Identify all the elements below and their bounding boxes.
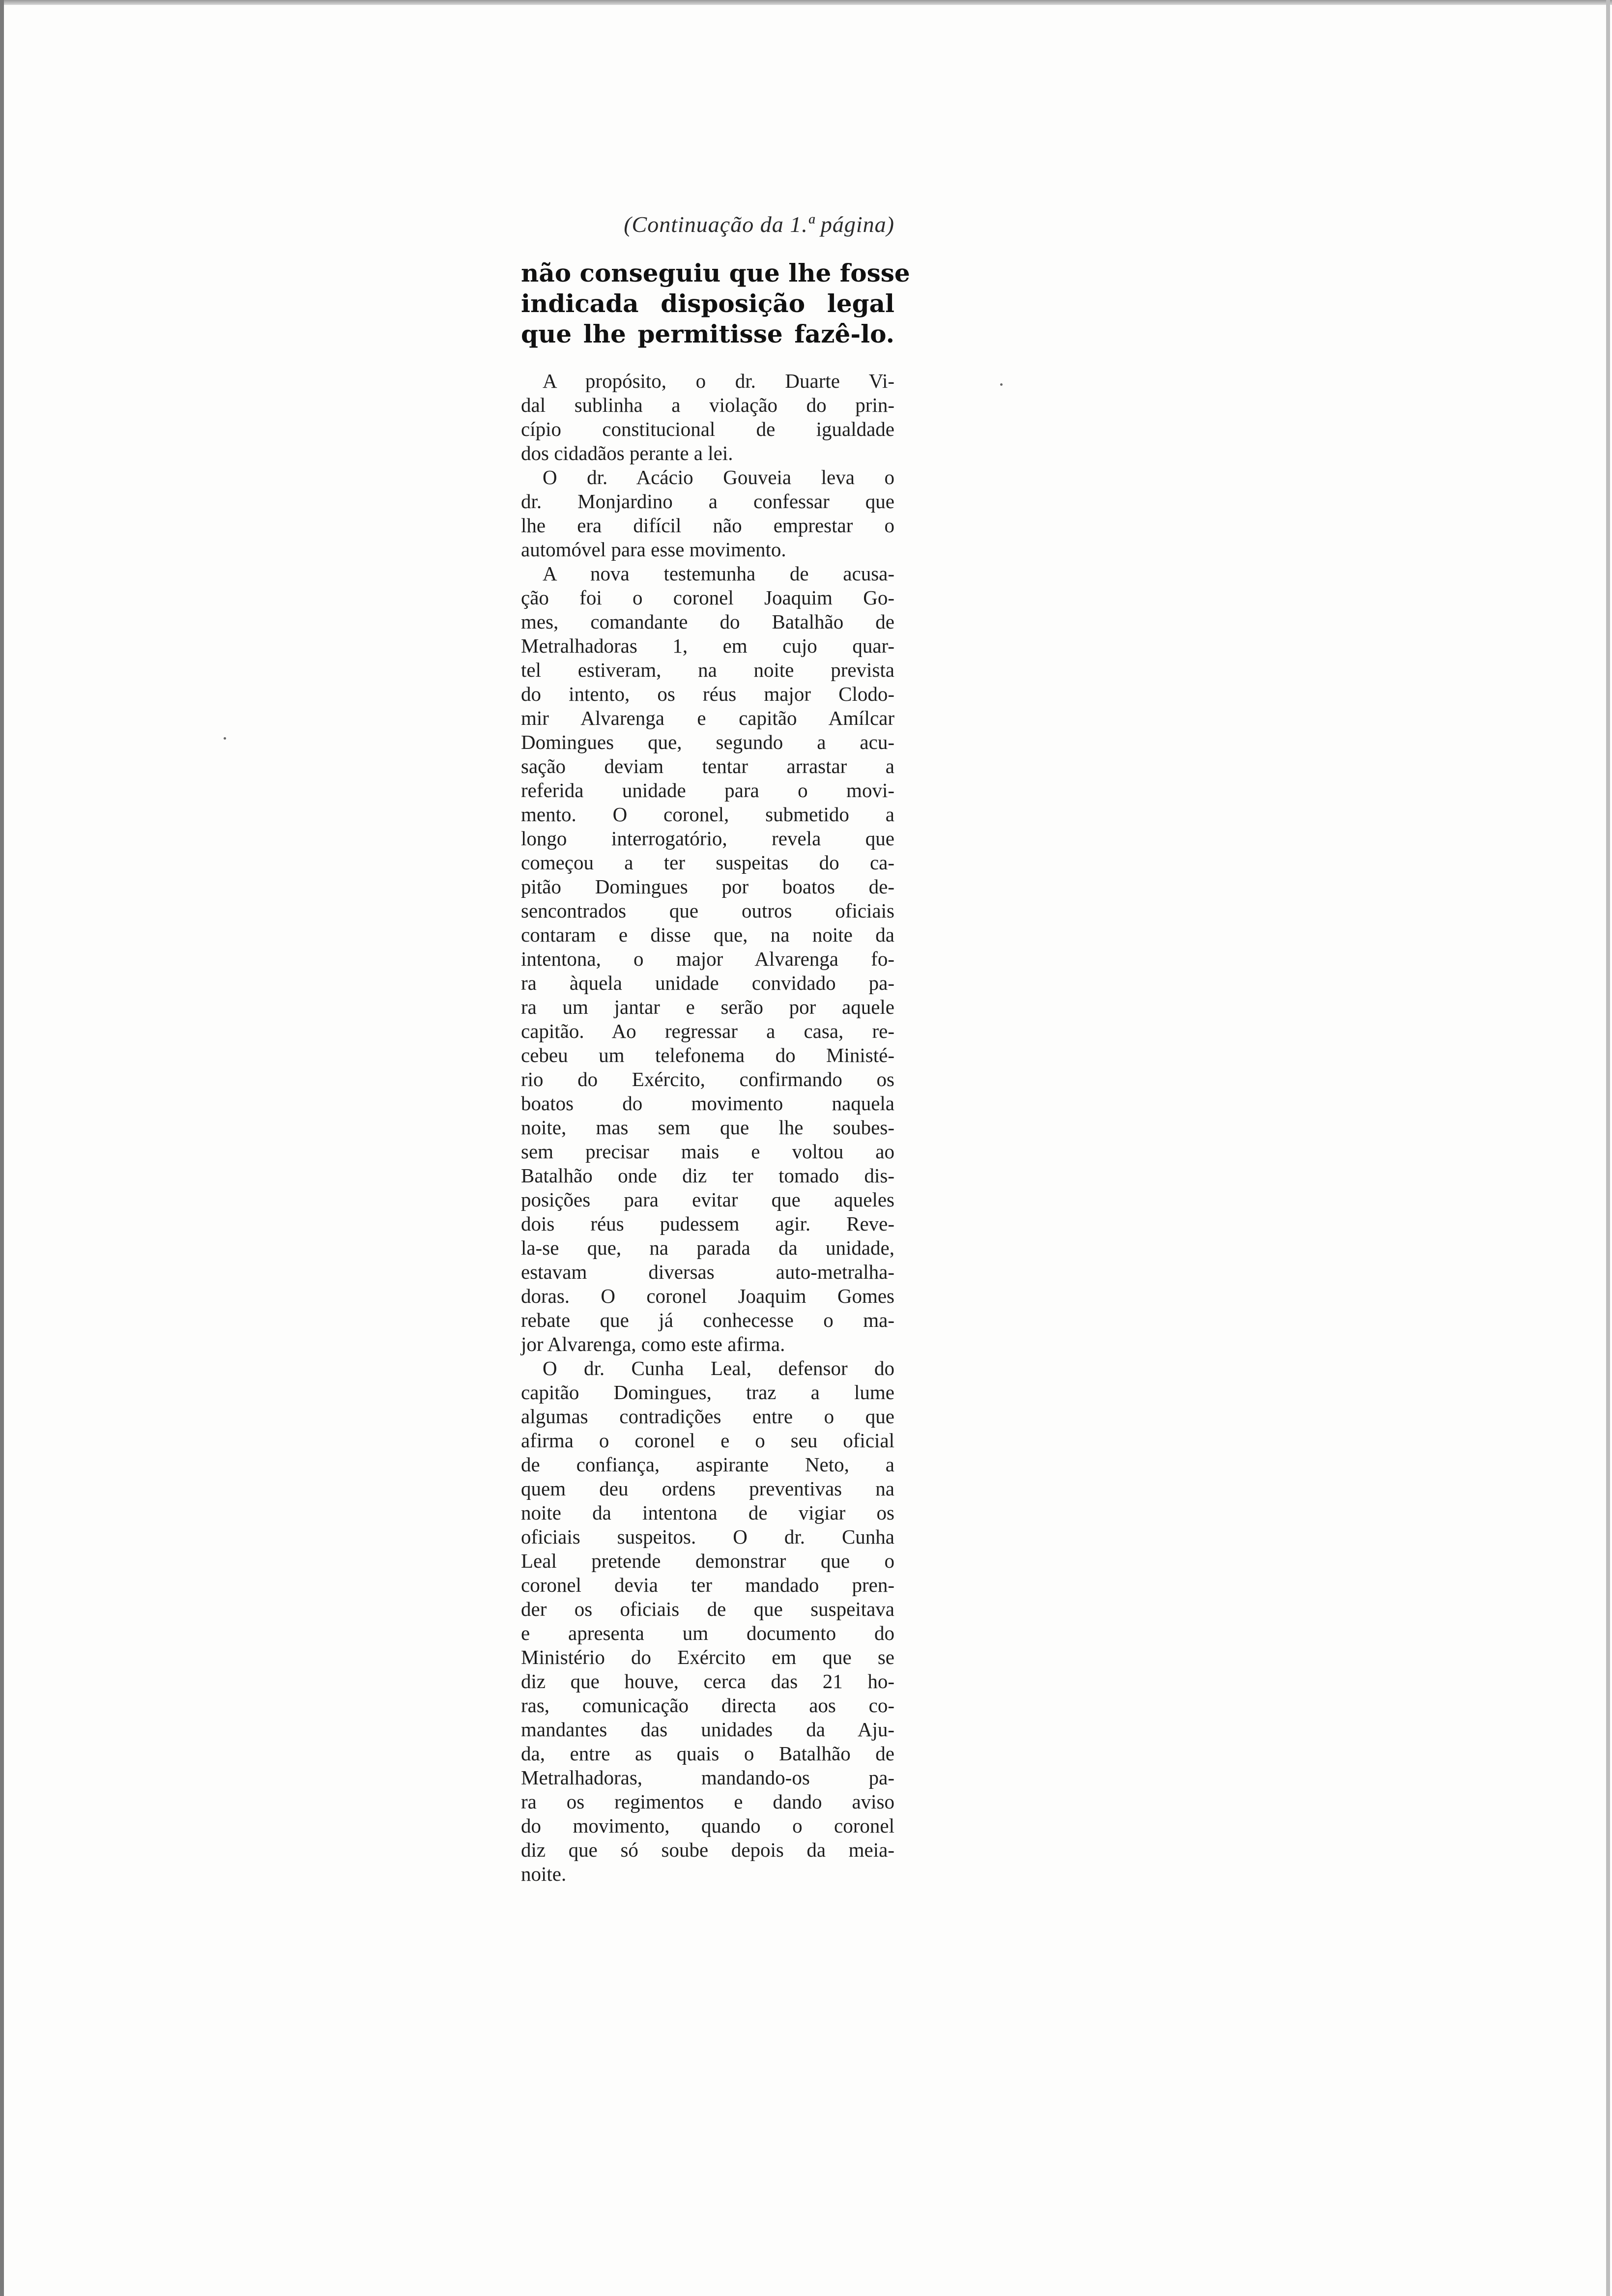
article-line: capitão. Ao regressar a casa, re- [521,1020,894,1042]
headline [521,258,910,349]
article-line: Batalhão onde diz ter tomado dis- [521,1164,894,1187]
article-line: cípio constitucional de igualdade [521,418,894,440]
article-line: dal sublinha a violação do prin- [521,394,894,416]
article-line: mir Alvarenga e capitão Amílcar [521,707,894,729]
article-line: la-se que, na parada da unidade, [521,1236,894,1259]
article-line: ção foi o coronel Joaquim Go- [521,586,894,609]
article-line: tel estiveram, na noite prevista [521,659,894,681]
article-line: A nova testemunha de acusa- [543,562,894,585]
page-left-edge [0,0,4,2296]
article-line: Domingues que, segundo a acu- [521,731,894,753]
newspaper-clipping [521,211,910,1886]
article-line: do intento, os réus major Clodo- [521,683,894,705]
article-line: mes, comandante do Batalhão de [521,610,894,633]
speck [1000,383,1003,386]
article-line: posições para evitar que aqueles [521,1188,894,1211]
article-paragraph [521,369,894,465]
article-line: e apresenta um documento do [521,1622,894,1644]
article-line: algumas contradições entre o que [521,1405,894,1428]
article-line: A propósito, o dr. Duarte Vi- [543,370,894,392]
article-line: Metralhadoras 1, em cujo quar- [521,634,894,657]
article-line: dois réus pudessem agir. Reve- [521,1212,894,1235]
article-line: lhe era difícil não emprestar o [521,514,894,537]
article-line: começou a ter suspeitas do ca- [521,851,894,874]
headline-line: que lhe permitisse fazê-lo. [521,319,894,348]
article-line: intentona, o major Alvarenga fo- [521,947,894,970]
article-line: sação deviam tentar arrastar a [521,755,894,777]
article-line: noite, mas sem que lhe soubes- [521,1116,894,1139]
headline-line: indicada disposição legal [521,289,894,318]
article-line: referida unidade para o movi- [521,779,894,802]
article-line: jor Alvarenga, como este afirma. [521,1333,785,1355]
article-line: oficiais suspeitos. O dr. Cunha [521,1525,894,1548]
article-line: de confiança, aspirante Neto, a [521,1453,894,1476]
article-line: dos cidadãos perante a lei. [521,442,733,464]
article-line: dr. Monjardino a confessar que [521,490,894,513]
article-line: ra os regimentos e dando aviso [521,1790,894,1813]
article-line: mento. O coronel, submetido a [521,803,894,826]
article-line: mandantes das unidades da Aju- [521,1718,894,1741]
article-paragraph [521,465,894,562]
article-line: cebeu um telefonema do Ministé- [521,1044,894,1066]
article-line: diz que só soube depois da meia- [521,1838,894,1861]
article-line: coronel devia ter mandado pren- [521,1574,894,1596]
article-line: Leal pretende demonstrar que o [521,1550,894,1572]
article-line: quem deu ordens preventivas na [521,1477,894,1500]
article-line: longo interrogatório, revela que [521,827,894,850]
article-line: ra àquela unidade convidado pa- [521,972,894,994]
article-line: sencontrados que outros oficiais [521,899,894,922]
continuation-note: (Continuação da 1.ª página) [624,212,894,237]
article-line: O dr. Acácio Gouveia leva o [543,466,894,488]
article-line: afirma o coronel e o seu oficial [521,1429,894,1452]
article-line: ra um jantar e serão por aquele [521,996,894,1018]
article-line: da, entre as quais o Batalhão de [521,1742,894,1765]
speck [224,737,226,740]
article-line: noite da intentona de vigiar os [521,1501,894,1524]
article-line: do movimento, quando o coronel [521,1814,894,1837]
article-line: diz que houve, cerca das 21 ho- [521,1670,894,1693]
article-paragraph [521,562,894,1356]
article-paragraph [521,1356,894,1886]
article-line: capitão Domingues, traz a lume [521,1381,894,1404]
article-line: doras. O coronel Joaquim Gomes [521,1285,894,1307]
article-line: O dr. Cunha Leal, defensor do [543,1357,894,1379]
article-line: der os oficiais de que suspeitava [521,1598,894,1620]
article-line: boatos do movimento naquela [521,1092,894,1115]
article-line: pitão Domingues por boatos de- [521,875,894,898]
article-line: contaram e disse que, na noite da [521,923,894,946]
page-right-edge [1606,0,1610,2296]
article-line: automóvel para esse movimento. [521,538,786,561]
article-line: ras, comunicação directa aos co- [521,1694,894,1717]
article-line: Metralhadoras, mandando-os pa- [521,1766,894,1789]
page-top-edge [0,0,1612,5]
article-line: sem precisar mais e voltou ao [521,1140,894,1163]
article-line: Ministério do Exército em que se [521,1646,894,1668]
article-body [521,369,894,1886]
article-line: noite. [521,1863,567,1885]
article-line: rio do Exército, confirmando os [521,1068,894,1091]
headline-line: não conseguiu que lhe fosse [521,258,910,287]
article-line: rebate que já conhecesse o ma- [521,1309,894,1331]
article-line: estavam diversas auto-metralha- [521,1261,894,1283]
